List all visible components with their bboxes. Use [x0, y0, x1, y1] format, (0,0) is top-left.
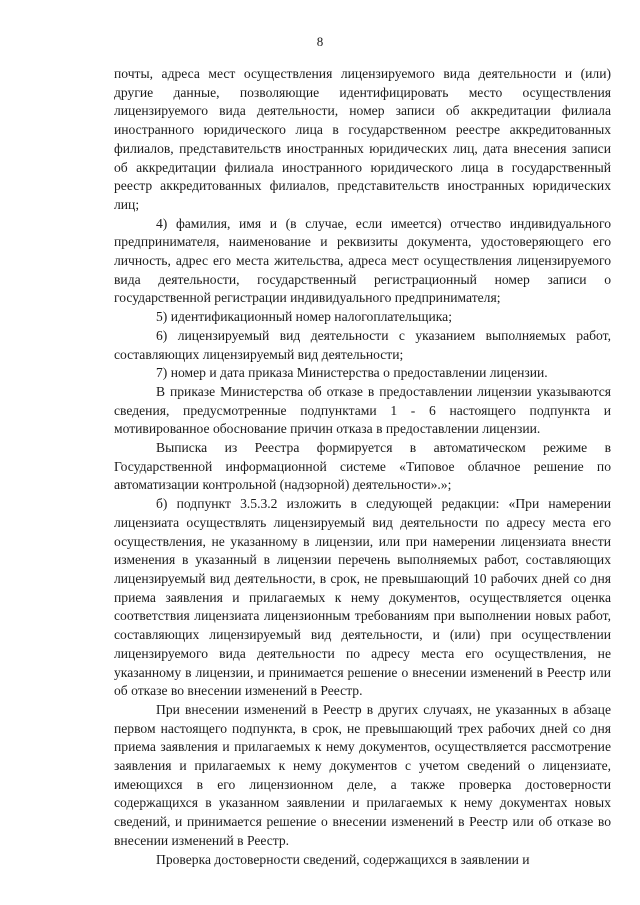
- document-body: [114, 65, 611, 869]
- paragraph: При внесении изменений в Реестр в других случаях, не указанных в абзаце первом настоящего подпункта, в срок, не превышающий трех рабочих дней со дня приема заявления и прилагаемых к нему документов, осуществляется рассмотрение заявления и прилагаемых к нему документов с учетом сведений о лицензиате, имеющихся в его лицензионном деле, а также проверка достоверности содержащихся в указанном заявлении и прилагаемых к нему документах новых сведений, и принимается решение о внесении изменений в Реестр или об отказе во внесении изменений в Реестр.: [114, 701, 611, 848]
- page-number: 8: [316, 34, 324, 49]
- paragraph: 5) идентификационный номер налогоплательщика;: [156, 309, 452, 325]
- paragraph: Выписка из Реестра формируется в автоматическом режиме в Государственной информационной системе «Типовое облачное решение по автоматизации контрольной (надзорной) деятельности».»;: [114, 440, 611, 493]
- paragraph: 4) фамилия, имя и (в случае, если имеется) отчество индивидуального предпринимателя, наименование и реквизиты документа, удостоверяющего его личность, адрес его места жительства, адреса мест осуществления лицензируемого вида деятельности, государственный регистрационный номер записи о государственной регистрации индивидуального предпринимателя;: [114, 215, 611, 306]
- paragraph: В приказе Министерства об отказе в предоставлении лицензии указываются сведения, предусмотренные подпунктами 1 - 6 настоящего подпункта и мотивированное обоснование причин отказа в предоставлении лицензии.: [114, 383, 611, 437]
- paragraph: Проверка достоверности сведений, содержащихся в заявлении и: [156, 851, 530, 867]
- paragraph: 6) лицензируемый вид деятельности с указанием выполняемых работ, составляющих лицензируемый вид деятельности;: [114, 327, 611, 362]
- paragraph: 7) номер и дата приказа Министерства о предоставлении лицензии.: [156, 365, 548, 381]
- paragraph: б) подпункт 3.5.3.2 изложить в следующей редакции: «При намерении лицензиата осуществлять лицензируемый вид деятельности по адресу места его осуществления, не указанному в лицензии, или при намерении лицензиата внести изменения в указанный в лицензии перечень выполняемых работ, составляющих лицензируемый вид деятельности, в срок, не превышающий 10 рабочих дней со дня приема заявления и прилагаемых к нему документов, осуществляется оценка соответствия лицензиата лицензионным требованиям при выполнении новых работ, составляющих лицензируемый вид деятельности, и (или) при осуществлении лицензируемого вида деятельности по адресу места его осуществления, не указанному в лицензии, и принимается решение о внесении изменений в Реестр или об отказе во внесении изменений в Реестр.: [114, 496, 611, 699]
- paragraph: почты, адреса мест осуществления лицензируемого вида деятельности и (или) другие данные, позволяющие идентифицировать место осуществления лицензируемого вида деятельности, номер записи об аккредитации филиала иностранного юридического лица в государственном реестре аккредитованных филиалов, представительств иностранных юридических лиц, дата внесения записи об аккредитации филиала иностранного юридического лица в государственный реестр аккредитованных филиалов, представительств иностранных юридических лиц;: [114, 66, 611, 212]
